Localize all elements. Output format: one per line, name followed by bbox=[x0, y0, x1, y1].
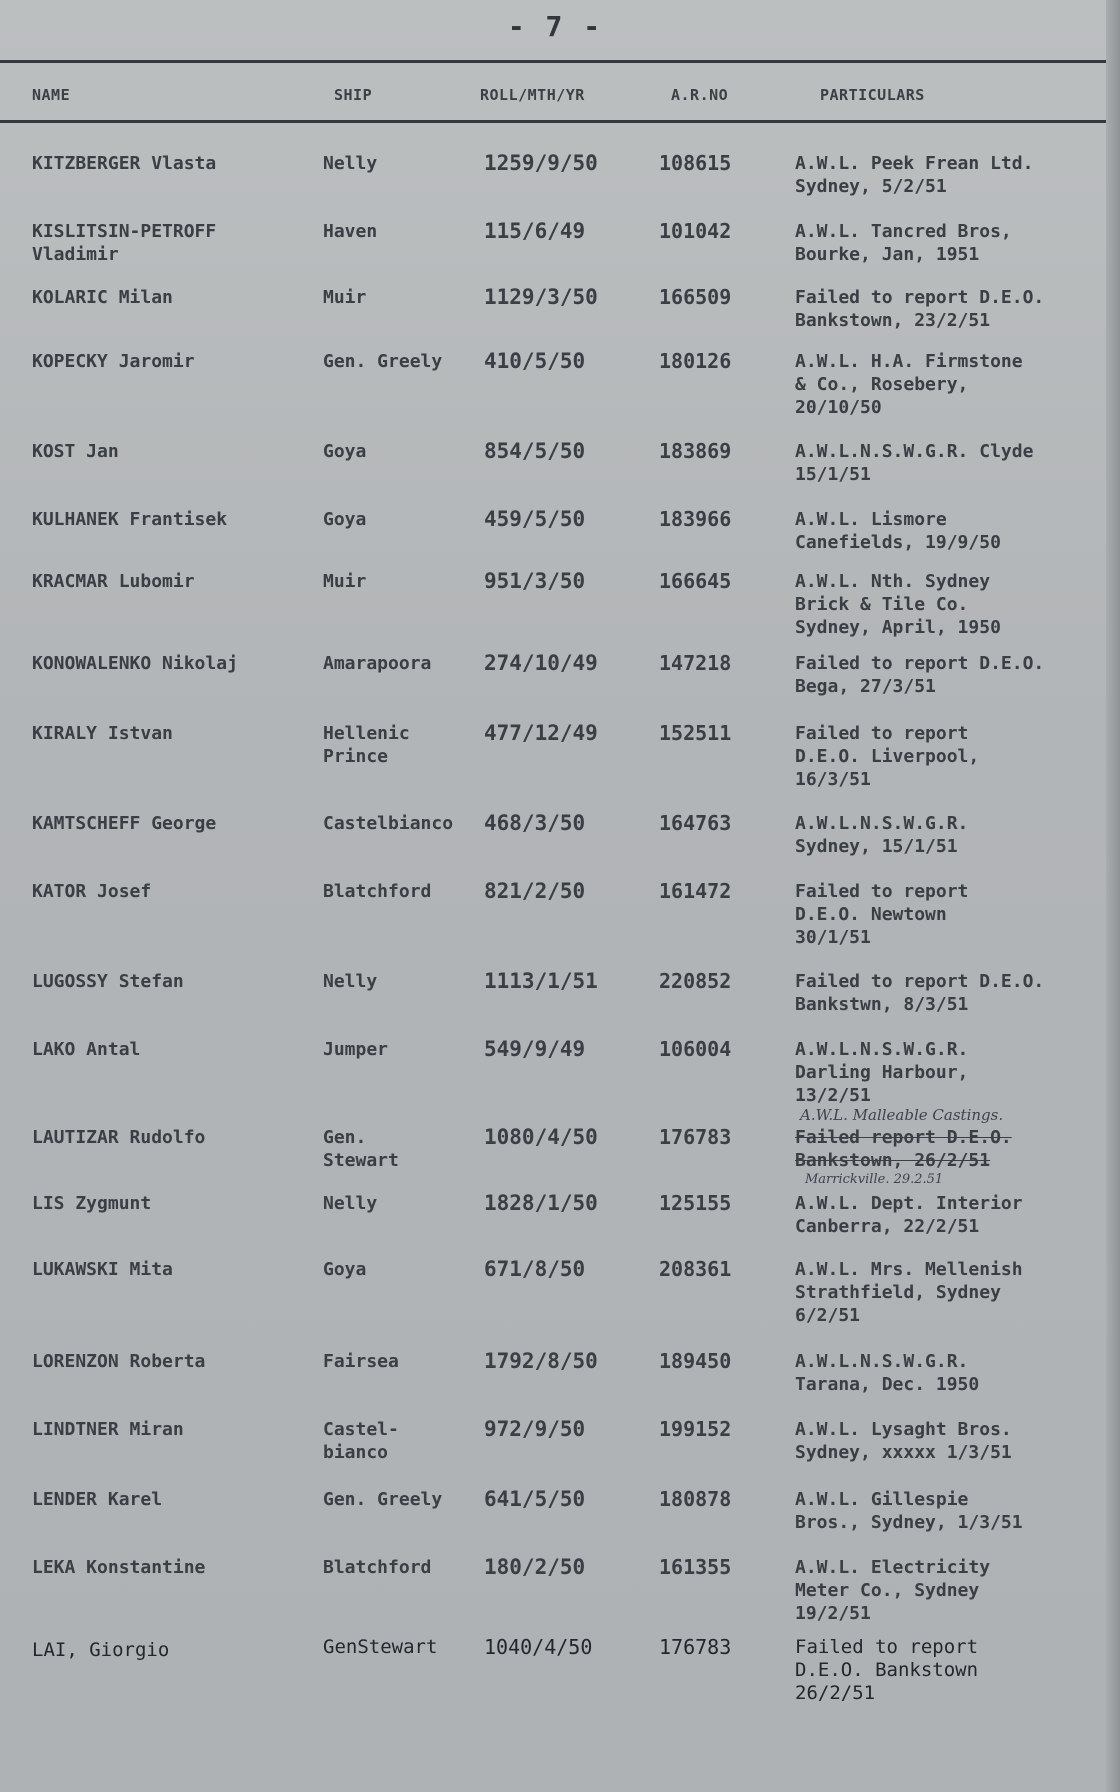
cell-ship: Blatchford bbox=[323, 881, 432, 902]
cell-name: KOST Jan bbox=[32, 441, 119, 462]
cell-roll-mth-yr: 180/2/50 bbox=[484, 1555, 586, 1579]
cell-name: KRACMAR Lubomir bbox=[32, 571, 195, 592]
cell-ship: Goya bbox=[323, 1259, 367, 1280]
cell-roll-mth-yr: 468/3/50 bbox=[484, 811, 586, 835]
cell-roll-mth-yr: 410/5/50 bbox=[484, 349, 586, 373]
cell-particulars: Failed to report D.E.O. Liverpool, 16/3/51 bbox=[795, 723, 980, 790]
cell-ar-no: 166645 bbox=[659, 569, 732, 593]
cell-ship: Gen. Greely bbox=[323, 1489, 443, 1510]
cell-particulars: A.W.L.N.S.W.G.R. Clyde 15/1/51 bbox=[795, 441, 1034, 485]
cell-ship: Hellenic Prince bbox=[323, 723, 410, 767]
cell-name: LINDTNER Miran bbox=[32, 1419, 184, 1440]
cell-roll-mth-yr: 1080/4/50 bbox=[484, 1125, 598, 1149]
cell-name: LAKO Antal bbox=[32, 1039, 141, 1060]
cell-roll-mth-yr: 671/8/50 bbox=[484, 1257, 586, 1281]
cell-ar-no: 199152 bbox=[659, 1417, 732, 1441]
cell-ar-no: 180878 bbox=[659, 1487, 732, 1511]
cell-ar-no: 183869 bbox=[659, 439, 732, 463]
cell-ship: Blatchford bbox=[323, 1557, 432, 1578]
cell-roll-mth-yr: 951/3/50 bbox=[484, 569, 586, 593]
cell-name: LIS Zygmunt bbox=[32, 1193, 152, 1214]
cell-ar-no: 161472 bbox=[659, 879, 732, 903]
cell-ship: Muir bbox=[323, 571, 367, 592]
cell-ar-no: 220852 bbox=[659, 969, 732, 993]
cell-name: LENDER Karel bbox=[32, 1489, 163, 1510]
cell-name: KIRALY Istvan bbox=[32, 723, 173, 744]
cell-ar-no: 189450 bbox=[659, 1349, 732, 1373]
cell-ar-no: 208361 bbox=[659, 1257, 732, 1281]
cell-particulars: Failed to report D.E.O. Bankstwn, 8/3/51 bbox=[795, 971, 1045, 1015]
cell-name: LUGOSSY Stefan bbox=[32, 971, 184, 992]
cell-ar-no: 180126 bbox=[659, 349, 732, 373]
top-rule bbox=[0, 60, 1108, 63]
cell-roll-mth-yr: 641/5/50 bbox=[484, 1487, 586, 1511]
cell-name: KITZBERGER Vlasta bbox=[32, 153, 217, 174]
cell-ar-no: 147218 bbox=[659, 651, 732, 675]
cell-ar-no: 161355 bbox=[659, 1555, 732, 1579]
cell-particulars: Failed to report D.E.O. Bankstown 26/2/51 bbox=[795, 1636, 979, 1704]
cell-ship: Gen. Stewart bbox=[323, 1127, 399, 1171]
cell-particulars: A.W.L. Nth. Sydney Brick & Tile Co. Sydney, April, 1950 bbox=[795, 571, 1001, 638]
cell-particulars: A.W.L. Gillespie Bros., Sydney, 1/3/51 bbox=[795, 1489, 1023, 1533]
cell-ship: GenStewart bbox=[323, 1636, 438, 1658]
handwritten-annotation-location: Marrickville. 29.2.51 bbox=[805, 1172, 944, 1187]
cell-ar-no: 183966 bbox=[659, 507, 732, 531]
cell-name: LUKAWSKI Mita bbox=[32, 1259, 173, 1280]
cell-name: LORENZON Roberta bbox=[32, 1351, 206, 1372]
cell-particulars: A.W.L. Tancred Bros, Bourke, Jan, 1951 bbox=[795, 221, 1012, 265]
cell-name: LAI, Giorgio bbox=[32, 1639, 170, 1661]
cell-ar-no: 125155 bbox=[659, 1191, 732, 1215]
cell-particulars: Failed to report D.E.O. Newtown 30/1/51 bbox=[795, 881, 969, 948]
cell-ar-no: 101042 bbox=[659, 219, 732, 243]
cell-ship: Castel- bianco bbox=[323, 1419, 399, 1463]
cell-ship: Jumper bbox=[323, 1039, 389, 1060]
page-number: - 7 - bbox=[507, 10, 603, 43]
cell-ship: Muir bbox=[323, 287, 367, 308]
cell-ar-no: 176783 bbox=[659, 1635, 732, 1659]
cell-particulars: A.W.L. Dept. Interior Canberra, 22/2/51 bbox=[795, 1193, 1023, 1237]
cell-name: KATOR Josef bbox=[32, 881, 152, 902]
paper-edge bbox=[1106, 0, 1120, 1792]
handwritten-annotation: A.W.L. Malleable Castings. bbox=[800, 1106, 1004, 1124]
cell-roll-mth-yr: 274/10/49 bbox=[484, 651, 598, 675]
cell-particulars: Failed report D.E.O. Bankstown, 26/2/51 bbox=[795, 1127, 1012, 1171]
cell-particulars: A.W.L. Peek Frean Ltd. Sydney, 5/2/51 bbox=[795, 153, 1034, 197]
cell-roll-mth-yr: 854/5/50 bbox=[484, 439, 586, 463]
cell-particulars: A.W.L.N.S.W.G.R. Tarana, Dec. 1950 bbox=[795, 1351, 980, 1395]
cell-particulars: A.W.L. Electricity Meter Co., Sydney 19/2/51 bbox=[795, 1557, 991, 1624]
cell-roll-mth-yr: 821/2/50 bbox=[484, 879, 586, 903]
cell-roll-mth-yr: 1259/9/50 bbox=[484, 151, 598, 175]
cell-ar-no: 108615 bbox=[659, 151, 732, 175]
header-rule bbox=[0, 120, 1108, 123]
header-ar-no: A.R.NO bbox=[671, 86, 729, 104]
cell-roll-mth-yr: 459/5/50 bbox=[484, 507, 586, 531]
cell-particulars: A.W.L. Lysaght Bros. Sydney, xxxxx 1/3/51 bbox=[795, 1419, 1012, 1463]
cell-name: KULHANEK Frantisek bbox=[32, 509, 228, 530]
cell-name: KAMTSCHEFF George bbox=[32, 813, 217, 834]
cell-roll-mth-yr: 1113/1/51 bbox=[484, 969, 598, 993]
cell-particulars: A.W.L. H.A. Firmstone & Co., Rosebery, 20/10/50 bbox=[795, 351, 1023, 418]
cell-roll-mth-yr: 972/9/50 bbox=[484, 1417, 586, 1441]
cell-roll-mth-yr: 1129/3/50 bbox=[484, 285, 598, 309]
header-ship: SHIP bbox=[334, 86, 373, 104]
cell-ship: Goya bbox=[323, 441, 367, 462]
cell-ar-no: 106004 bbox=[659, 1037, 732, 1061]
cell-name: KOLARIC Milan bbox=[32, 287, 173, 308]
cell-name: KISLITSIN-PETROFF Vladimir bbox=[32, 221, 217, 265]
header-roll: ROLL/MTH/YR bbox=[480, 86, 585, 104]
cell-ar-no: 176783 bbox=[659, 1125, 732, 1149]
cell-ar-no: 152511 bbox=[659, 721, 732, 745]
cell-ar-no: 164763 bbox=[659, 811, 732, 835]
cell-particulars: A.W.L. Lismore Canefields, 19/9/50 bbox=[795, 509, 1001, 553]
header-particulars: PARTICULARS bbox=[820, 86, 925, 104]
cell-roll-mth-yr: 115/6/49 bbox=[484, 219, 586, 243]
cell-ship: Castelbianco bbox=[323, 813, 454, 834]
cell-ship: Fairsea bbox=[323, 1351, 399, 1372]
header-name: NAME bbox=[32, 86, 71, 104]
cell-ship: Gen. Greely bbox=[323, 351, 443, 372]
cell-particulars: Failed to report D.E.O. Bankstown, 23/2/51 bbox=[795, 287, 1045, 331]
cell-name: LEKA Konstantine bbox=[32, 1557, 206, 1578]
cell-name: KONOWALENKO Nikolaj bbox=[32, 653, 238, 674]
cell-roll-mth-yr: 1828/1/50 bbox=[484, 1191, 598, 1215]
cell-roll-mth-yr: 549/9/49 bbox=[484, 1037, 586, 1061]
cell-roll-mth-yr: 1040/4/50 bbox=[484, 1635, 593, 1659]
cell-ship: Nelly bbox=[323, 971, 378, 992]
cell-ship: Haven bbox=[323, 221, 378, 242]
cell-ship: Goya bbox=[323, 509, 367, 530]
cell-particulars: A.W.L. Mrs. Mellenish Strathfield, Sydney 6/2/51 bbox=[795, 1259, 1023, 1326]
cell-ship: Amarapoora bbox=[323, 653, 432, 674]
cell-ar-no: 166509 bbox=[659, 285, 732, 309]
cell-roll-mth-yr: 477/12/49 bbox=[484, 721, 598, 745]
cell-roll-mth-yr: 1792/8/50 bbox=[484, 1349, 598, 1373]
cell-particulars: A.W.L.N.S.W.G.R. Sydney, 15/1/51 bbox=[795, 813, 969, 857]
cell-ship: Nelly bbox=[323, 153, 378, 174]
cell-particulars: Failed to report D.E.O. Bega, 27/3/51 bbox=[795, 653, 1045, 697]
cell-name: LAUTIZAR Rudolfo bbox=[32, 1127, 206, 1148]
cell-name: KOPECKY Jaromir bbox=[32, 351, 195, 372]
cell-particulars: A.W.L.N.S.W.G.R. Darling Harbour, 13/2/51 bbox=[795, 1039, 969, 1106]
cell-ship: Nelly bbox=[323, 1193, 378, 1214]
